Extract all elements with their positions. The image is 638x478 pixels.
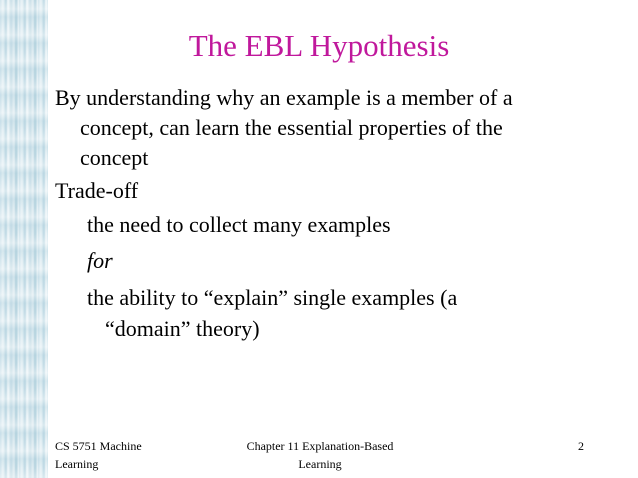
footer-chapter	[225, 437, 415, 473]
body-line-5: the need to collect many examples	[87, 212, 391, 237]
body-line-3: concept	[80, 145, 149, 170]
body-line-8: “domain” theory)	[105, 316, 260, 341]
footer-chapter-line-1: Chapter 11 Explanation-Based	[246, 439, 394, 453]
decorative-texture-strip	[0, 0, 48, 478]
footer-course-line-1: CS 5751 Machine	[55, 439, 142, 453]
body-line-1: By understanding why an example is a member of a	[55, 85, 513, 110]
footer-chapter-line-2: Learning	[298, 457, 342, 471]
footer-course	[55, 437, 185, 473]
body-line-2: concept, can learn the essential properties of the	[80, 115, 503, 140]
body-line-7: the ability to “explain” single examples (a	[87, 285, 458, 310]
body-line-6-italic: for	[87, 248, 113, 273]
page-number: 2	[578, 439, 584, 453]
footer-course-line-2: Learning	[55, 457, 99, 471]
slide-title: The EBL Hypothesis	[188, 28, 450, 63]
body-line-4: Trade-off	[55, 178, 139, 203]
